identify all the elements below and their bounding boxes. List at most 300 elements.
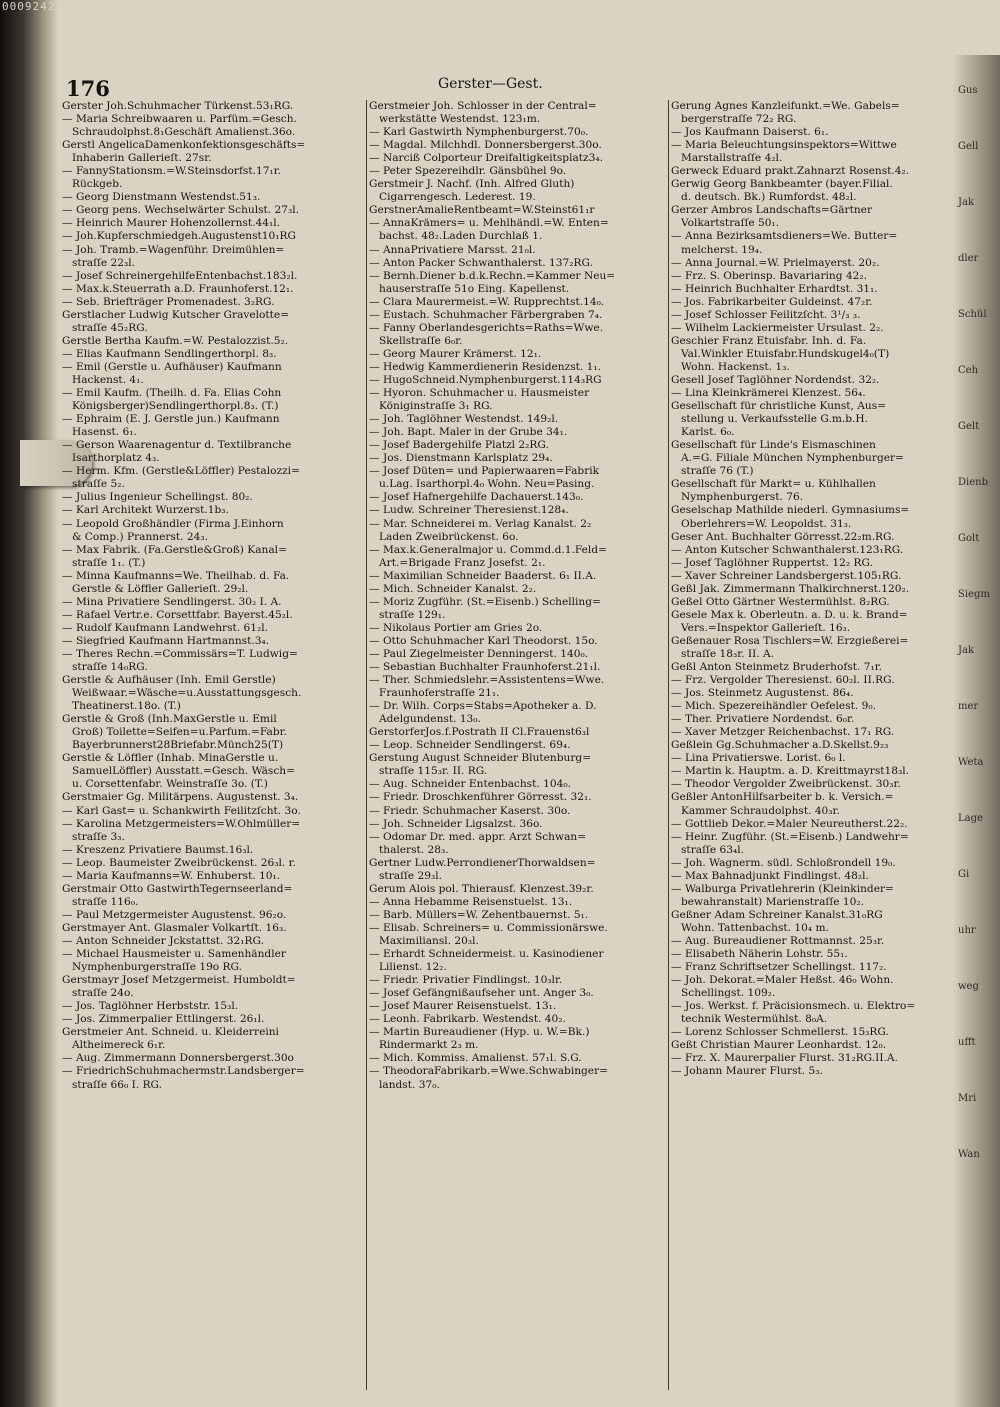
entry-line: — Nikolaus Portier am Gries 2o.: [369, 621, 543, 634]
entry-continuation-line: Nymphenburgerstraſſe 19o RG.: [72, 961, 242, 974]
directory-entry: [62, 1000, 364, 1013]
adjacent-page-fragment: dler: [958, 253, 979, 264]
column-1: [62, 100, 364, 1395]
entry-continuation-line: straſſe 76 (T.): [681, 465, 754, 478]
entry-line: — Emil (Gerstle u. Aufhäuser) Kaufmann: [62, 360, 282, 373]
entry-line: Geßel Otto Gärtner Westermühlst. 8₂RG.: [671, 595, 890, 608]
entry-line: — Josef Düten= und Papierwaaren=Fabrik: [369, 465, 600, 478]
entry-continuation-line: Hackenst. 4₁.: [72, 373, 144, 386]
directory-entry: [62, 204, 364, 217]
directory-entry: [369, 361, 665, 374]
adjacent-page-fragment: Siegm: [958, 589, 990, 600]
adjacent-page-fragment: Mri: [958, 1093, 977, 1104]
entry-continuation-line: d. deutsch. Bk.) Rumfordst. 48₂l.: [681, 191, 857, 204]
entry-line: — Anton Packer Schwanthalerst. 137₂RG.: [369, 256, 593, 269]
directory-entry: [62, 335, 364, 348]
entry-continuation-line: Art.=Brigade Franz Josefst. 2₁.: [379, 556, 546, 569]
directory-entry: [62, 1065, 364, 1091]
entry-line: — Aug. Bureaudiener Rottmannst. 25₃r.: [671, 935, 885, 947]
directory-entry: [671, 387, 950, 400]
entry-line: — AnnaKrämers= u. Mehlhändl.=W. Enten=: [369, 217, 609, 230]
directory-entry: [369, 491, 665, 504]
entry-continuation-line: Rindermarkt 2₃ m.: [379, 1039, 479, 1052]
entry-line: Geßlein Gg.Schuhmacher a.D.Skellst.9₂₃: [671, 739, 889, 752]
directory-entry: [369, 387, 665, 413]
entry-line: Gesele Max k. Oberleutn. a. D. u. k. Brand=: [671, 608, 908, 621]
entry-continuation-line: Groß) Toilette=Seifen=u.Parfum.=Fabr.: [72, 726, 287, 739]
directory-entry: [671, 478, 950, 504]
entry-line: — Wilhelm Lackiermeister Ursulast. 2₂.: [671, 321, 884, 334]
directory-entry: [369, 139, 665, 152]
adjacent-page-fragment: mer: [958, 701, 979, 712]
entry-line: — Bernh.Diener b.d.k.Rechn.=Kammer Neu=: [369, 269, 616, 282]
directory-entry: [62, 387, 364, 413]
directory-entry: [671, 713, 950, 726]
entry-line: Gerstle & Groß (Inh.MaxGerstle u. Emil: [62, 713, 277, 726]
directory-entry: [671, 883, 950, 909]
entry-continuation-line: Königsberger)Sendlingerthorpl.8₃. (T.): [72, 400, 279, 413]
adjacent-page-fragment: Weta: [958, 757, 984, 768]
book-gutter-shadow: [0, 0, 58, 1407]
entry-line: — Odomar Dr. med. appr. Arzt Schwan=: [369, 830, 587, 843]
directory-entry: [369, 413, 665, 426]
entry-line: — Theodor Vergolder Zweibrückenst. 30₃r.: [671, 778, 901, 791]
entry-continuation-line: Lilienst. 12₂.: [379, 961, 447, 974]
entry-line: — Anna Hebamme Reisenstuelst. 13₁.: [369, 895, 573, 908]
directory-entry: [369, 1052, 665, 1065]
entry-line: Gerstung August Schneider Blutenburg=: [369, 752, 592, 765]
directory-entry: [62, 217, 364, 230]
entry-line: GerstnerAmalieRentbeamt=W.Steinst61₁r: [369, 204, 595, 217]
entry-line: Gerstmeier Ant. Schneid. u. Kleiderreini: [62, 1026, 279, 1039]
directory-entry: [369, 778, 665, 791]
entry-line: — FannyStationsm.=W.Steinsdorfst.17₁r.: [62, 165, 281, 178]
directory-entry: [369, 348, 665, 361]
directory-entry: [671, 831, 950, 857]
entry-line: — Sebastian Buchhalter Fraunhoferst.21₁l.: [369, 661, 601, 674]
entry-line: — Minna Kaufmanns=We. Theilhab. d. Fa.: [62, 569, 290, 582]
entry-line: — Aug. Schneider Entenbachst. 104₀.: [369, 778, 571, 791]
directory-entry: [62, 870, 364, 883]
entry-line: — Frz. X. Maurerpalier Flurst. 31₂RG.II.A.: [671, 1052, 898, 1065]
page-number: 176: [66, 76, 110, 101]
entry-continuation-line: SamuelLöffler) Ausstatt.=Gesch. Wäsch=: [72, 765, 295, 778]
entry-continuation-line: Inhaberin Gallerieſt. 27sr.: [72, 152, 212, 165]
entry-continuation-line: Königinstraſſe 3₁ RG.: [379, 400, 493, 413]
column-divider: [366, 100, 367, 1390]
entry-continuation-line: straſſe 115₃r. II. RG.: [379, 765, 488, 778]
directory-entry: [671, 609, 950, 635]
directory-entry: [671, 687, 950, 700]
directory-entry: [671, 1065, 950, 1078]
entry-line: — Ther. Schmiedslehr.=Assistentens=Wwe.: [369, 674, 605, 687]
entry-line: — Anna Bezirksamtsdieners=We. Butter=: [671, 230, 898, 243]
entry-continuation-line: melcherst. 19₄.: [681, 243, 763, 256]
directory-entry: [62, 974, 364, 1000]
directory-entry: [62, 596, 364, 609]
entry-continuation-line: Karlst. 6₀.: [681, 426, 735, 439]
entry-continuation-line: Nymphenburgerst. 76.: [681, 491, 804, 504]
directory-entry: [369, 322, 665, 348]
directory-entry: [369, 805, 665, 818]
entry-continuation-line: straſſe 1₁. (T.): [72, 556, 146, 569]
directory-entry: [62, 544, 364, 570]
entry-line: — Friedr. Privatier Findlingst. 10₃lr.: [369, 974, 563, 987]
directory-entry: [62, 674, 364, 713]
directory-entry: [369, 504, 665, 517]
directory-entry: [369, 752, 665, 778]
entry-line: — Max Bahnadjunkt Findlingst. 48₂l.: [671, 869, 869, 882]
entry-line: — Elisab. Schreiners= u. Commissionärswe.: [369, 921, 608, 934]
entry-line: Geselschap Mathilde niederl. Gymnasiums=: [671, 504, 910, 517]
entry-line: Gesellschaft für Linde's Eismaschinen: [671, 439, 876, 452]
directory-entry: [671, 400, 950, 439]
entry-line: — Narciß Colporteur Dreifaltigkeitsplatz3₄.: [369, 152, 603, 165]
directory-entry: [369, 309, 665, 322]
directory-entry: [671, 596, 950, 609]
entry-line: Gerstlacher Ludwig Kutscher Gravelotte=: [62, 308, 290, 321]
entry-line: — Maximilian Schneider Baaderst. 6₁ II.A.: [369, 569, 597, 582]
directory-entry: [369, 178, 665, 204]
entry-line: — Eustach. Schuhmacher Färbergraben 7₄.: [369, 308, 603, 321]
directory-entry: [369, 974, 665, 987]
entry-continuation-line: Adelgundenst. 13₀.: [379, 713, 481, 726]
directory-entry: [62, 165, 364, 191]
entry-continuation-line: straſſe 63₄l.: [681, 843, 745, 856]
entry-continuation-line: Laden Zweibrückenst. 6o.: [379, 530, 519, 543]
directory-entry: [62, 1013, 364, 1026]
entry-line: — Joh. Wagnerm. südl. Schloßrondell 19₀.: [671, 856, 896, 869]
entry-line: Gerum Alois pol. Thierausf. Klenzest.39₂r.: [369, 882, 594, 895]
entry-continuation-line: Theatinerst.18o. (T.): [72, 700, 181, 713]
entry-line: — Heinr. Zugführ. (St.=Eisenb.) Landwehr=: [671, 830, 909, 843]
directory-entry: [671, 726, 950, 739]
directory-entry: [369, 648, 665, 661]
entry-continuation-line: straſſe 18₃r. II. A.: [681, 647, 775, 660]
directory-entry: [671, 270, 950, 283]
directory-entry: [671, 583, 950, 596]
adjacent-page-fragment: Gi: [958, 869, 970, 880]
entry-line: — Gottlieb Dekor.=Maler Neureutherst.22₂.: [671, 817, 908, 830]
entry-line: Geßt Christian Maurer Leonhardst. 12₀.: [671, 1039, 887, 1052]
directory-entry: [671, 100, 950, 126]
directory-entry: [671, 1052, 950, 1065]
directory-entry: [369, 152, 665, 165]
entry-line: — Fanny Oberlandesgerichts=Raths=Wwe.: [369, 321, 604, 334]
entry-line: — Leopold Großhändler (Firma J.Einhorn: [62, 517, 284, 530]
directory-entry: [62, 296, 364, 309]
directory-entry: [369, 857, 665, 883]
entry-line: — Erhardt Schneidermeist. u. Kasinodiener: [369, 948, 604, 961]
directory-entry: [671, 870, 950, 883]
entry-line: — Ther. Privatiere Nordendst. 6₀r.: [671, 713, 855, 726]
directory-entry: [62, 648, 364, 674]
entry-line: Gerstmair Otto GastwirthTegernseerland=: [62, 882, 293, 895]
entry-line: GerstorferJos.f.Postrath II Cl.Frauenst6₃l: [369, 726, 590, 739]
entry-line: — Seb. Briefträger Promenadest. 3₂RG.: [62, 295, 275, 308]
entry-line: Gerstle & Aufhäuser (Inh. Emil Gerstle): [62, 674, 276, 687]
entry-continuation-line: werkstätte Westendst. 123₁m.: [379, 113, 541, 126]
entry-line: — Max.k.Steuerrath a.D. Fraunhoferst.12₁.: [62, 282, 294, 295]
entry-line: Geßl Jak. Zimmermann Thalkirchnerst.120₂.: [671, 582, 910, 595]
directory-entry: [671, 126, 950, 139]
entry-continuation-line: Bayerbrunnerst28Briefabr.Münch25(T): [72, 739, 284, 752]
entry-line: — Joh.Kupferschmiedgeh.Augustenst10₁RG: [62, 230, 296, 243]
adjacent-page-fragment: Dienb: [958, 477, 988, 488]
directory-entry: [369, 1013, 665, 1026]
directory-entry: [369, 126, 665, 139]
adjacent-page-fragment: Wan: [958, 1149, 980, 1160]
entry-line: — Dr. Wilh. Corps=Stabs=Apotheker a. D.: [369, 700, 597, 713]
entry-line: — Gerson Waarenagentur d. Textilbranche: [62, 439, 292, 452]
entry-continuation-line: straſſe 14₀RG.: [72, 661, 148, 674]
entry-continuation-line: straſſe 24o.: [72, 987, 134, 1000]
entry-line: — Joh. Schneider Ligsalzst. 36o.: [369, 817, 543, 830]
entry-continuation-line: Weißwaar.=Wäsche=u.Ausstattungsgesch.: [72, 687, 302, 700]
entry-line: Gerster Joh.Schuhmacher Türkenst.53₁RG.: [62, 100, 294, 112]
directory-entry: [671, 570, 950, 583]
directory-entry: [62, 439, 364, 465]
entry-line: — Jos. Taglöhner Herbststr. 15₃l.: [62, 1000, 239, 1013]
directory-entry: [62, 818, 364, 844]
entry-continuation-line: Hasenst. 6₁.: [72, 426, 137, 439]
entry-line: — Magdal. Milchhdl. Donnersbergerst.30o.: [369, 139, 602, 152]
entry-continuation-line: & Comp.) Prannerst. 24₃.: [72, 530, 208, 543]
entry-line: — Michael Hausmeister u. Samenhändler: [62, 948, 286, 961]
entry-continuation-line: Wohn. Hackenst. 1₃.: [681, 360, 790, 373]
entry-line: Geßenauer Rosa Tischlers=W. Erzgießerei=: [671, 634, 909, 647]
directory-entry: [62, 465, 364, 491]
directory-entry: [62, 609, 364, 622]
adjacent-page-fragment: Gell: [958, 141, 979, 152]
entry-line: — Kreszenz Privatiere Baumst.16₃l.: [62, 843, 254, 856]
entry-line: — Frz. Vergolder Theresienst. 60₂l. II.RG.: [671, 674, 895, 687]
entry-line: — Anna Journal.=W. Prielmayerst. 20₂.: [671, 256, 880, 269]
directory-entry: [671, 765, 950, 778]
entry-line: Geser Ant. Buchhalter Görresst.22₂m.RG.: [671, 530, 895, 543]
directory-entry: [62, 622, 364, 635]
entry-continuation-line: Volkartstraſſe 50₁.: [681, 217, 780, 230]
directory-entry: [62, 361, 364, 387]
directory-entry: [62, 504, 364, 517]
directory-entry: [369, 1026, 665, 1052]
directory-entry: [62, 191, 364, 204]
adjacent-page-fragment: Golt: [958, 533, 980, 544]
entry-line: — Martin Bureaudiener (Hyp. u. W.=Bk.): [369, 1026, 590, 1039]
entry-continuation-line: u. Corsettenfabr. Weinstraſſe 3o. (T.): [72, 778, 268, 791]
directory-entry: [369, 909, 665, 922]
entry-line: Geßler AntonHilfsarbeiter b. k. Versich.=: [671, 791, 894, 804]
directory-entry: [369, 622, 665, 635]
entry-line: — Emil Kaufm. (Theilh. d. Fa. Elias Cohn: [62, 387, 282, 400]
directory-entry: [62, 948, 364, 974]
entry-line: — Heinrich Maurer Hohenzollernst.44₁l.: [62, 217, 280, 230]
entry-line: Geßner Adam Schreiner Kanalst.31₀RG: [671, 908, 883, 921]
entry-line: — Max Fabrik. (Fa.Gerstle&Groß) Kanal=: [62, 543, 287, 556]
directory-entry: [62, 857, 364, 870]
directory-entry: [369, 596, 665, 622]
directory-entry: [369, 452, 665, 465]
entry-line: — Mich. Schneider Kanalst. 2₂.: [369, 582, 537, 595]
directory-entry: [369, 883, 665, 896]
entry-continuation-line: Vers.=Inspektor Gallerieſt. 16₃.: [681, 621, 851, 634]
directory-entry: [671, 700, 950, 713]
entry-continuation-line: hauserstraſſe 51o Eing. Kapellenst.: [379, 282, 570, 295]
entry-line: Gerweck Eduard prakt.Zahnarzt Rosenst.4₂.: [671, 165, 910, 178]
entry-line: Gerstl AngelicaDamenkonfektionsgeschäfts=: [62, 139, 306, 152]
entry-line: — Paul Metzgermeister Augustenst. 96₂o.: [62, 908, 287, 921]
directory-entry: [671, 935, 950, 948]
entry-continuation-line: straſſe 3₃.: [72, 830, 125, 843]
directory-entry: [62, 791, 364, 804]
entry-line: — Franz Schriftsetzer Schellingst. 117₂.: [671, 961, 887, 974]
entry-continuation-line: straſſe 22₃l.: [72, 256, 136, 269]
directory-entry: [62, 883, 364, 909]
directory-entry: [671, 335, 950, 374]
directory-entry: [369, 987, 665, 1000]
entry-line: — Lina Kleinkrämerei Klenzest. 56₄.: [671, 387, 866, 400]
entry-line: Gesellschaft für christliche Kunst, Aus=: [671, 400, 887, 413]
directory-entry: [62, 113, 364, 139]
entry-line: — Rafael Vertr.e. Corsettfabr. Bayerst.45₂l.: [62, 608, 293, 621]
directory-entry: [671, 778, 950, 791]
entry-continuation-line: Schellingst. 109₂.: [681, 987, 776, 1000]
adjacent-page-fragment: weg: [958, 981, 979, 992]
directory-entry: [671, 635, 950, 661]
entry-line: — Paul Ziegelmeister Denningerst. 140₀.: [369, 647, 589, 660]
entry-line: Gerzer Ambros Landschafts=Gärtner: [671, 204, 873, 217]
entry-line: — Josef Maurer Reisenstuelst. 13₁.: [369, 1000, 557, 1013]
adjacent-page-fragment: Ceh: [958, 365, 979, 376]
entry-line: — Rudolf Kaufmann Landwehrst. 61₂l.: [62, 621, 269, 634]
entry-line: — Friedr. Droschkenführer Görresst. 32₁.: [369, 791, 592, 804]
entry-line: — Friedr. Schuhmacher Kaserst. 30o.: [369, 804, 571, 817]
entry-line: — Georg Dienstmann Westendst.51₃.: [62, 191, 261, 204]
directory-entry: [62, 805, 364, 818]
directory-entry: [671, 309, 950, 322]
entry-line: — Leonh. Fabrikarb. Westendst. 40₂.: [369, 1013, 566, 1026]
entry-continuation-line: straſſe 5₂.: [72, 478, 125, 491]
adjacent-page-fragment: uhr: [958, 925, 976, 936]
directory-entry: [62, 100, 364, 113]
entry-continuation-line: Skellstraſſe 6₀r.: [379, 334, 463, 347]
entry-continuation-line: straſſe 66₀ I. RG.: [72, 1078, 162, 1091]
entry-continuation-line: bergerstraſſe 72₂ RG.: [681, 113, 797, 126]
entry-line: — Jos. Werkst. f. Präcisionsmech. u. Elektro=: [671, 1000, 916, 1013]
entry-line: — Mich. Kommiss. Amalienst. 57₁l. S.G.: [369, 1052, 582, 1065]
entry-line: — Heinrich Buchhalter Erhardtst. 31₁.: [671, 282, 878, 295]
directory-entry: [671, 557, 950, 570]
entry-line: — Karl Architekt Wurzerst.1b₃.: [62, 504, 229, 517]
entry-line: — Max.k.Generalmajor u. Commd.d.1.Feld=: [369, 543, 607, 556]
directory-entry: [369, 818, 665, 831]
entry-continuation-line: straſſe 45₂RG.: [72, 321, 148, 334]
entry-line: — Josef Badergehilfe Platzl 2₂RG.: [369, 439, 549, 452]
directory-entry: [62, 713, 364, 752]
entry-line: — Anton Schneider Jckstattst. 32₁RG.: [62, 935, 264, 947]
entry-continuation-line: Maximiliansl. 20₃l.: [379, 935, 479, 947]
entry-continuation-line: Val.Winkler Etuisfabr.Hundskugel4₀(T): [681, 347, 890, 360]
directory-entry: [369, 426, 665, 439]
entry-line: — Herm. Kfm. (Gerstle&Löffler) Pestalozzi=: [62, 465, 300, 478]
directory-entry: [62, 139, 364, 165]
directory-entry: [369, 165, 665, 178]
directory-entry: [671, 752, 950, 765]
column-divider: [668, 100, 669, 1390]
entry-line: — Theres Rechn.=Commissärs=T. Ludwig=: [62, 647, 298, 660]
directory-entry: [671, 504, 950, 530]
entry-line: — Xaver Schreiner Landsbergerst.105₁RG.: [671, 569, 902, 582]
entry-line: — Jos Kaufmann Daiserst. 6₁.: [671, 126, 829, 139]
directory-entry: [369, 896, 665, 909]
directory-entry: [62, 922, 364, 935]
directory-entry: [62, 635, 364, 648]
directory-entry: [671, 961, 950, 974]
column-2: [369, 100, 665, 1395]
directory-entry: [62, 909, 364, 922]
entry-line: Gerwig Georg Bankbeamter (bayer.Filial.: [671, 178, 893, 191]
entry-line: — Georg pens. Wechselwärter Schulst. 27₃l.: [62, 204, 300, 217]
directory-entry: [369, 700, 665, 726]
entry-line: — Jos. Zimmerpalier Ettlingerst. 26₁l.: [62, 1013, 265, 1026]
directory-entry: [62, 844, 364, 857]
entry-line: Geßl Anton Steinmetz Bruderhofst. 7₁r.: [671, 661, 882, 674]
entry-line: — Aug. Zimmermann Donnersbergerst.30o: [62, 1052, 294, 1065]
entry-line: — Josef Taglöhner Ruppertst. 12₂ RG.: [671, 556, 873, 569]
entry-continuation-line: Gerstle & Löffler Gallerieſt. 29₂l.: [72, 582, 249, 595]
directory-entry: [369, 544, 665, 570]
entry-line: Gertner Ludw.PerrondienerThorwaldsen=: [369, 856, 596, 869]
entry-line: Gerstmayr Josef Metzgermeist. Humboldt=: [62, 974, 296, 987]
directory-entry: [62, 283, 364, 296]
entry-line: Gerstmayer Ant. Glasmaler Volkartſt. 16₃.: [62, 921, 287, 934]
entry-line: Gerstle & Löffler (Inhab. MinaGerstle u.: [62, 752, 279, 765]
entry-line: Gerstmeir J. Nachf. (Inh. Alfred Gluth): [369, 178, 575, 191]
running-head: Gerster—Gest.: [438, 76, 543, 92]
entry-line: — Maria Beleuchtungsinspektors=Wittwe: [671, 139, 897, 152]
directory-entry: [62, 413, 364, 439]
adjacent-page-fragment: Gelt: [958, 421, 980, 432]
adjacent-page-fragment: ufft: [958, 1037, 976, 1048]
entry-line: — Xaver Metzger Reichenbachst. 17₁ RG.: [671, 726, 895, 739]
directory-entry: [369, 948, 665, 974]
entry-line: — FriedrichSchuhmachermstr.Landsberger=: [62, 1065, 305, 1078]
entry-line: — Lina Privatierswe. Lorist. 6₀ l.: [671, 752, 846, 765]
entry-line: — Elias Kaufmann Sendlingerthorpl. 8₃.: [62, 347, 277, 360]
entry-line: — Jos. Dienstmann Karlsplatz 29₄.: [369, 452, 553, 465]
directory-entry: [62, 491, 364, 504]
entry-continuation-line: Oberlehrers=W. Leopoldst. 31₃.: [681, 517, 852, 530]
entry-line: — Siegfried Kaufmann Hartmannst.3₄.: [62, 634, 270, 647]
entry-continuation-line: A.=G. Filiale München Nymphenburger=: [681, 452, 904, 465]
directory-entry: [369, 244, 665, 257]
directory-entry: [671, 283, 950, 296]
directory-entry: [369, 674, 665, 700]
entry-line: Geschier Franz Etuisfabr. Inh. d. Fa.: [671, 334, 867, 347]
entry-continuation-line: Altheimereck 6₁r.: [72, 1039, 166, 1052]
entry-line: — Hyoron. Schuhmacher u. Hausmeister: [369, 387, 590, 400]
entry-line: — Leop. Baumeister Zweibrückenst. 26₃l. r.: [62, 856, 296, 869]
entry-line: — Joh. Taglöhner Westendst. 149₂l.: [369, 413, 559, 426]
directory-entry: [671, 296, 950, 309]
directory-entry: [369, 518, 665, 544]
directory-entry: [671, 909, 950, 935]
directory-entry: [671, 178, 950, 204]
entry-continuation-line: Cigarrengesch. Lederest. 19.: [379, 191, 536, 204]
directory-entry: [62, 1052, 364, 1065]
directory-entry: [671, 948, 950, 961]
entry-line: — Maria Schreibwaaren u. Parfüm.=Gesch.: [62, 113, 297, 126]
